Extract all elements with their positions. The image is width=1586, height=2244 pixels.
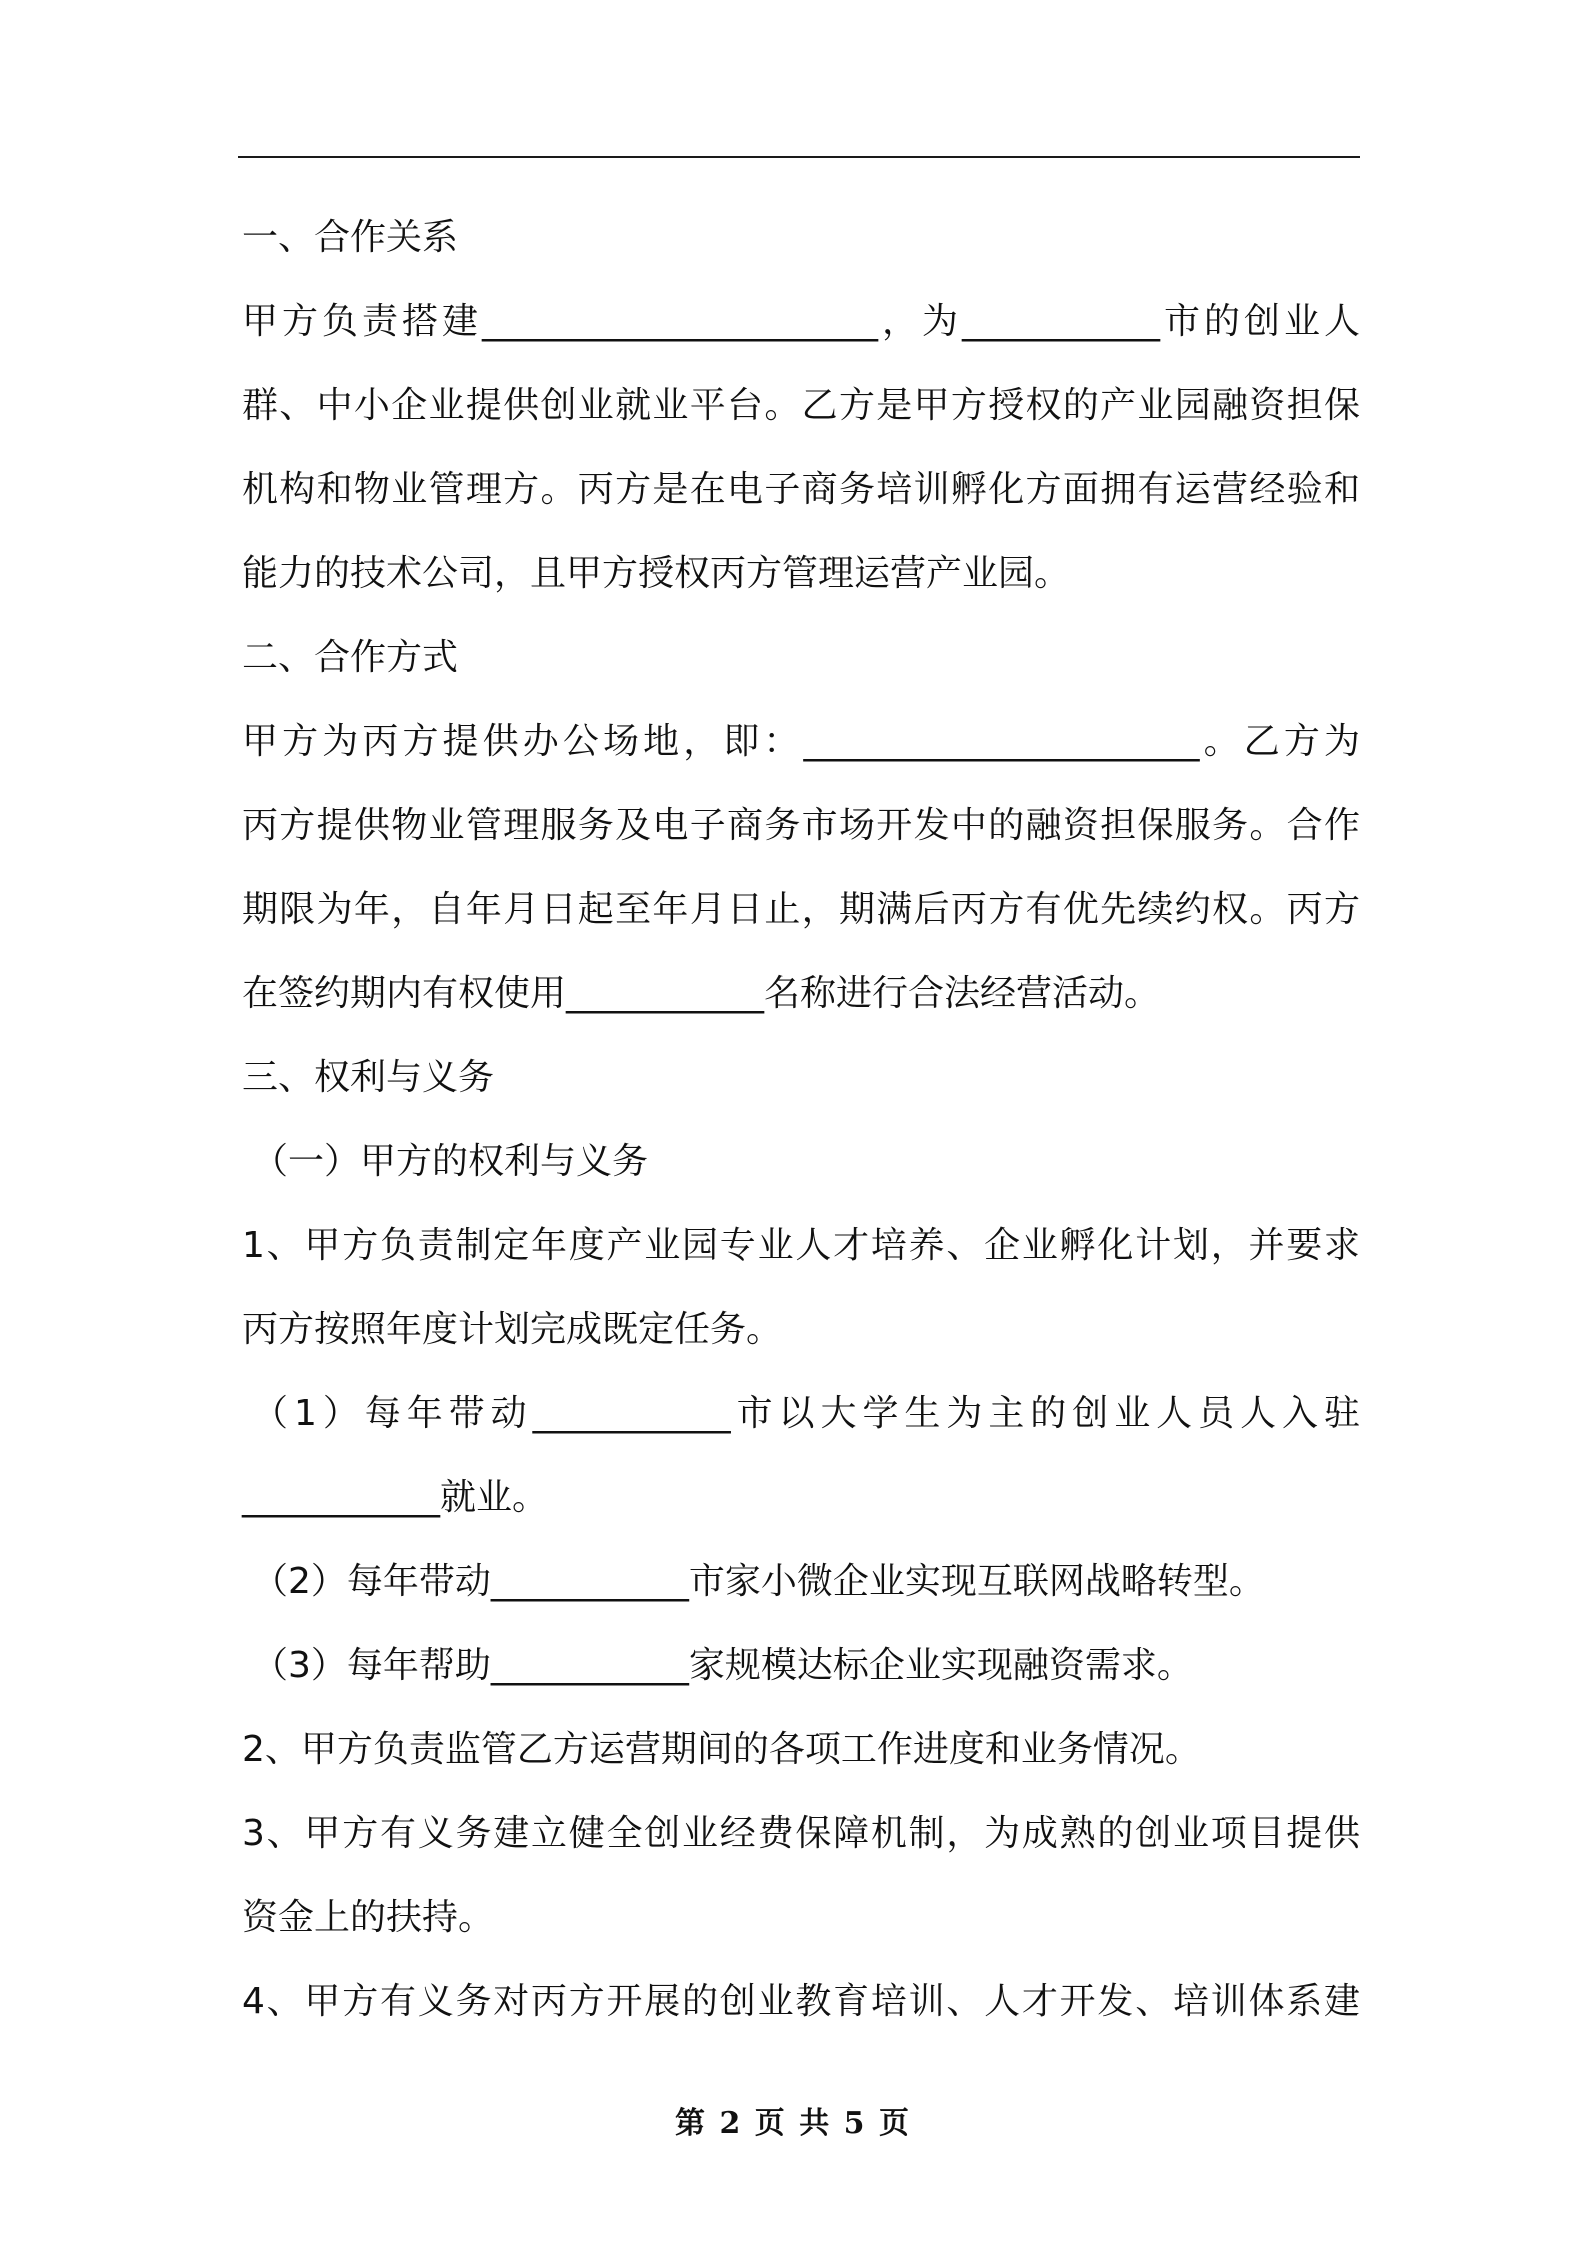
document-body	[242, 196, 1360, 2044]
subsection-heading-party-a: （一）甲方的权利与义务	[252, 1141, 649, 1182]
paragraph-line: 丙方提供物业管理服务及电子商务市场开发中的融资担保服务。合作	[242, 805, 1360, 846]
paragraph-line: 4、甲方有义务对丙方开展的创业教育培训、人才开发、培训体系建	[242, 1981, 1360, 2022]
paragraph-line: 3、甲方有义务建立健全创业经费保障机制，为成熟的创业项目提供	[242, 1813, 1360, 1854]
paragraph-line: 丙方按照年度计划完成既定任务。	[242, 1309, 783, 1350]
paragraph-line: 机构和物业管理方。丙方是在电子商务培训孵化方面拥有运营经验和	[242, 469, 1360, 510]
header-rule	[238, 156, 1360, 158]
section-heading-rights: 三、权利与义务	[242, 1057, 495, 1098]
list-item-line: （1）每年带动___________市以大学生为主的创业人员人入驻	[252, 1393, 1360, 1434]
list-item-line: ___________就业。	[242, 1477, 549, 1518]
section-heading-method: 二、合作方式	[242, 637, 459, 678]
paragraph-line: 在签约期内有权使用___________名称进行合法经营活动。	[242, 973, 1161, 1014]
page-number: 第 2 页 共 5 页	[675, 2106, 911, 2141]
list-item-line: （3）每年帮助___________家规模达标企业实现融资需求。	[252, 1645, 1193, 1686]
list-item-line: （2）每年带动___________市家小微企业实现互联网战略转型。	[252, 1561, 1265, 1602]
paragraph-line: 能力的技术公司，且甲方授权丙方管理运营产业园。	[242, 553, 1071, 594]
paragraph-line: 1、甲方负责制定年度产业园专业人才培养、企业孵化计划，并要求	[242, 1225, 1360, 1266]
paragraph-line: 甲方为丙方提供办公场地，即：______________________。乙方为	[242, 721, 1360, 762]
paragraph-line: 甲方负责搭建______________________，为___________市的创业人	[242, 301, 1360, 342]
paragraph-line: 期限为年，自年月日起至年月日止，期满后丙方有优先续约权。丙方	[242, 889, 1360, 930]
paragraph-line: 群、中小企业提供创业就业平台。乙方是甲方授权的产业园融资担保	[242, 385, 1360, 426]
paragraph-line: 2、甲方负责监管乙方运营期间的各项工作进度和业务情况。	[242, 1729, 1201, 1770]
paragraph-line: 资金上的扶持。	[242, 1897, 495, 1938]
section-heading-cooperation: 一、合作关系	[242, 217, 459, 258]
